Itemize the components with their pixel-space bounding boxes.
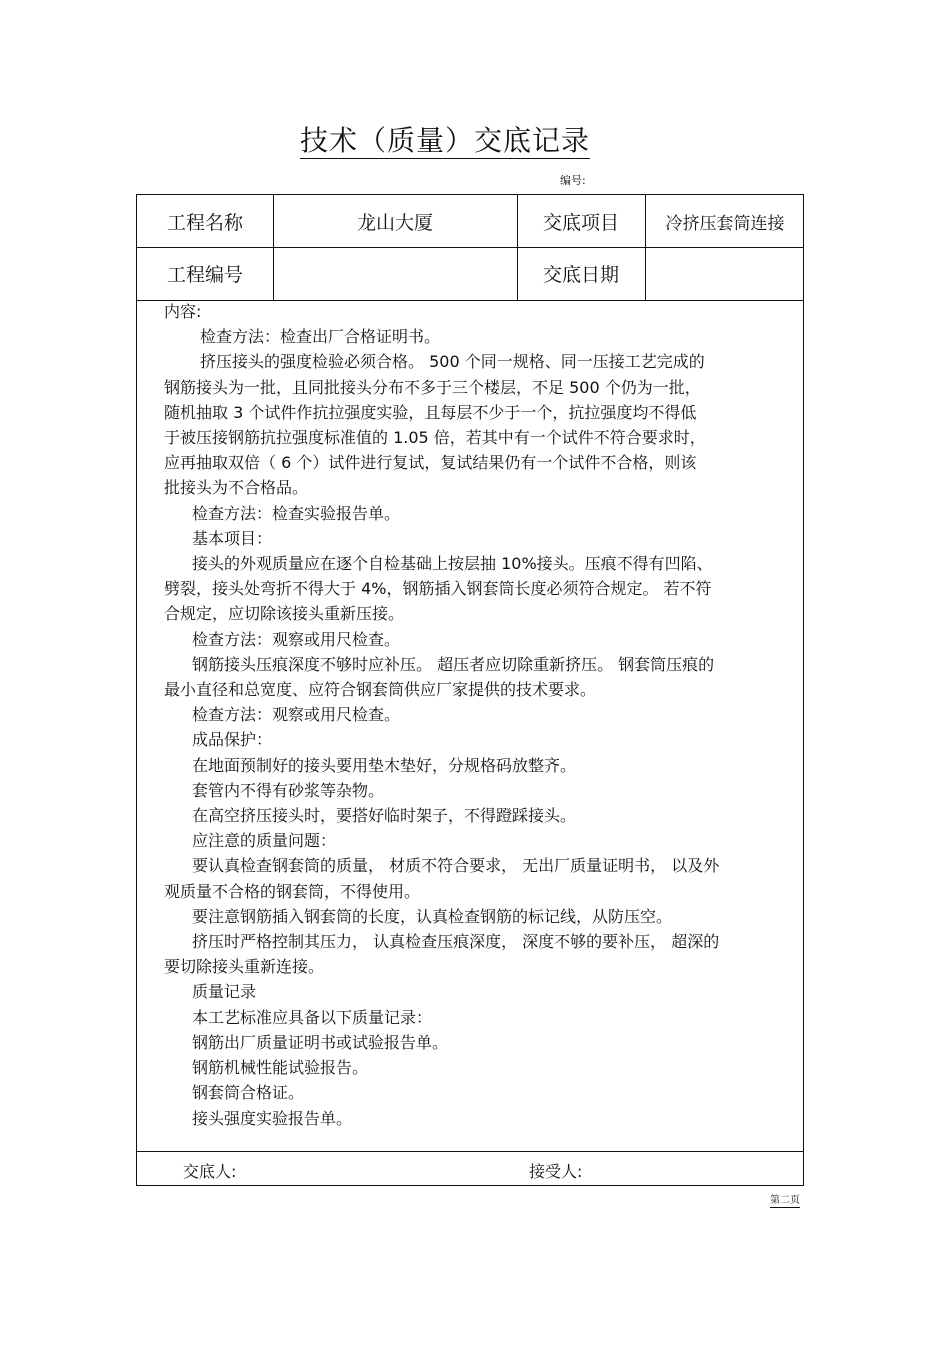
content-line: 要认真检查钢套筒的质量， 材质不符合要求， 无出厂质量证明书， 以及外	[192, 856, 720, 876]
content-line: 套管内不得有砂浆等杂物。	[192, 780, 385, 800]
project-name-label: 工程名称	[166, 211, 243, 234]
content-line: 挤压接头的强度检验必须合格。 500 个同一规格、同一压接工艺完成的	[200, 352, 705, 372]
document-number-label: 编号:	[560, 174, 586, 187]
signature-row	[137, 1152, 803, 1186]
content-line: 钢套筒合格证。	[192, 1083, 305, 1103]
content-line: 挤压时严格控制其压力， 认真检查压痕深度， 深度不够的要补压， 超深的	[192, 932, 720, 952]
content-line: 观质量不合格的钢套筒，不得使用。	[164, 881, 421, 901]
content-line: 在高空挤压接头时，要搭好临时架子，不得蹬踩接头。	[192, 806, 577, 826]
content-line: 接头强度实验报告单。	[192, 1108, 353, 1128]
content-line: 检查方法：观察或用尺检查。	[192, 705, 401, 725]
disclosure-date-label: 交底日期	[542, 264, 619, 286]
content-line: 最小直径和总宽度、应符合钢套筒供应厂家提供的技术要求。	[164, 680, 597, 700]
disclosure-date-value	[645, 247, 805, 300]
content-line: 检查方法：检查出厂合格证明书。	[200, 327, 441, 347]
content-line: 成品保护：	[192, 730, 273, 750]
content-line: 检查方法：观察或用尺检查。	[192, 629, 401, 649]
content-line: 应再抽取双倍（ 6 个）试件进行复试，复试结果仍有一个试件不合格，则该	[164, 453, 697, 473]
content-line: 钢筋机械性能试验报告。	[192, 1058, 369, 1078]
content-line: 钢筋接头压痕深度不够时应补压。 超压者应切除重新挤压。 钢套筒压痕的	[192, 654, 715, 674]
content-line: 钢筋出厂质量证明书或试验报告单。	[192, 1032, 449, 1052]
content-line: 合规定，应切除该接头重新压接。	[164, 604, 405, 624]
title-underline	[300, 158, 590, 159]
disclosure-form	[136, 194, 804, 1186]
content-line: 在地面预制好的接头要用垫木垫好，分规格码放整齐。	[192, 755, 577, 775]
content-line: 钢筋接头为一批，且同批接头分布不多于三个楼层，不足 500 个仍为一批，	[164, 377, 701, 397]
content-line: 基本项目：	[192, 528, 273, 548]
content-line: 劈裂，接头处弯折不得大于 4%，钢筋插入钢套筒长度必须符合规定。 若不符	[164, 579, 712, 599]
project-name-value: 龙山大厦	[356, 211, 433, 234]
content-line: 批接头为不合格品。	[164, 478, 309, 498]
content-line: 质量记录	[192, 982, 257, 1002]
content-line: 要注意钢筋插入钢套筒的长度，认真检查钢筋的标记线，从防压空。	[192, 906, 673, 926]
content-section	[164, 299, 796, 1131]
disclosure-item-value: 冷挤压套筒连接	[665, 213, 785, 234]
discloser-label: 交底人:	[183, 1162, 237, 1181]
content-label: 内容:	[164, 302, 202, 321]
content-line: 随机抽取 3 个试件作抗拉强度实验，且每层不少于一个，抗拉强度均不得低	[164, 402, 697, 422]
page-number-label: 第二页	[770, 1195, 800, 1206]
content-line: 应注意的质量问题：	[192, 831, 337, 851]
content-line: 检查方法：检查实验报告单。	[192, 503, 401, 523]
document-title: 技术（质量）交底记录	[300, 124, 591, 157]
content-line: 于被压接钢筋抗拉强度标准值的 1.05 倍，若其中有一个试件不符合要求时，	[164, 428, 706, 448]
receiver-label: 接受人:	[529, 1162, 583, 1181]
content-line: 要切除接头重新连接。	[164, 957, 325, 977]
content-line: 接头的外观质量应在逐个自检基础上按层抽 10%接头。压痕不得有凹陷、	[192, 554, 713, 574]
content-line: 本工艺标准应具备以下质量记录：	[192, 1007, 433, 1027]
disclosure-item-label: 交底项目	[542, 211, 619, 234]
project-number-label: 工程编号	[166, 264, 243, 286]
project-number-value	[273, 247, 517, 300]
